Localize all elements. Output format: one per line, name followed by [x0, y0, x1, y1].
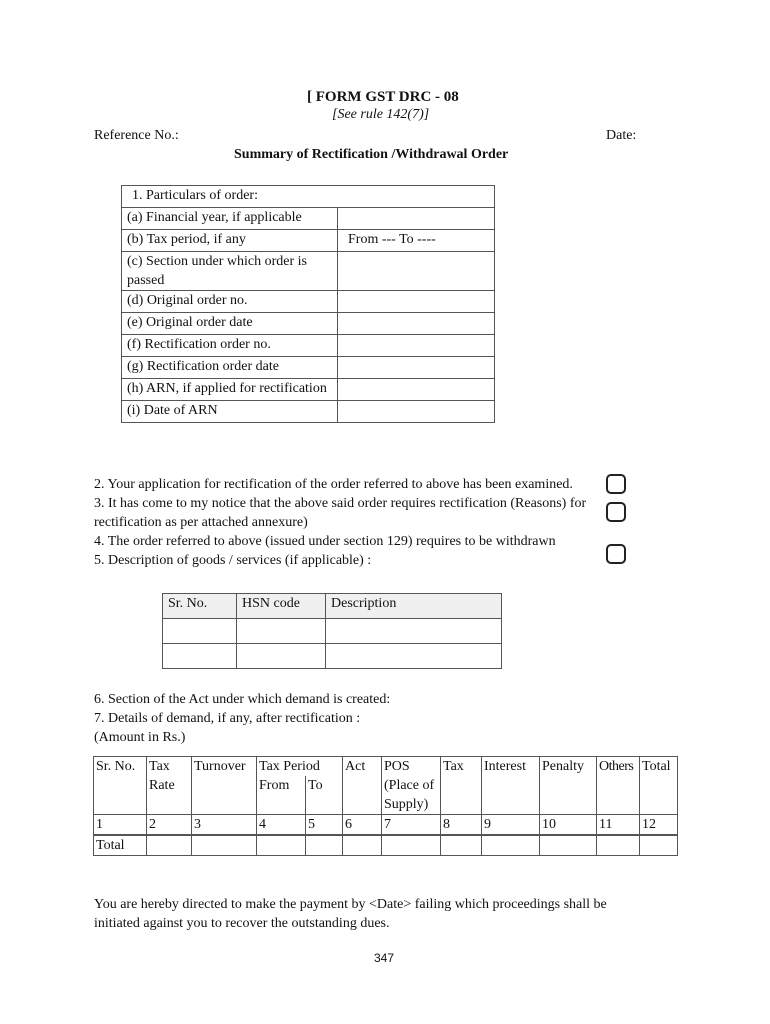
table-cell — [540, 836, 597, 856]
header-description: Description — [326, 594, 502, 619]
particular-value: From --- To ---- — [338, 230, 495, 252]
column-number: 12 — [640, 815, 678, 835]
particular-label: (f) Rectification order no. — [122, 335, 338, 357]
examined-checkbox[interactable] — [606, 474, 626, 494]
table-cell — [597, 836, 640, 856]
demand-table — [93, 756, 678, 856]
header-pos: POS (Place of Supply) — [382, 757, 441, 815]
column-number: 10 — [540, 815, 597, 835]
column-number: 3 — [192, 815, 257, 835]
table-cell — [482, 836, 540, 856]
header-turnover: Turnover — [192, 757, 257, 815]
particular-value — [338, 335, 495, 357]
column-number: 11 — [597, 815, 640, 835]
table-row — [122, 401, 495, 423]
header-hsn-code: HSN code — [237, 594, 326, 619]
particular-value — [338, 313, 495, 335]
header-penalty: Penalty — [540, 757, 597, 815]
goods-services-table — [162, 593, 502, 669]
column-number: 2 — [147, 815, 192, 835]
form-title: [ FORM GST DRC - 08 — [307, 89, 459, 105]
particular-label: (i) Date of ARN — [122, 401, 338, 423]
header-interest: Interest — [482, 757, 540, 815]
particular-label: (d) Original order no. — [122, 291, 338, 313]
column-number: 9 — [482, 815, 540, 835]
table-cell — [237, 619, 326, 644]
header-others: Others — [597, 757, 640, 815]
page-number: 347 — [374, 951, 395, 965]
statement-3-line1: 3. It has come to my notice that the above said order requires rectification (Reasons) for — [94, 496, 587, 511]
table-row — [122, 357, 495, 379]
statement-4: 4. The order referred to above (issued under section 129) requires to be withdrawn — [94, 534, 556, 549]
table-row — [163, 644, 502, 669]
table-cell — [147, 836, 192, 856]
table-row — [163, 619, 502, 644]
header-to: To — [306, 776, 343, 815]
header-tax-period: Tax Period — [257, 757, 343, 777]
table-row — [122, 208, 495, 230]
particular-label: (b) Tax period, if any — [122, 230, 338, 252]
column-number-row — [94, 815, 678, 835]
reference-label: Reference No.: — [94, 128, 179, 143]
column-number: 7 — [382, 815, 441, 835]
statement-7: 7. Details of demand, if any, after rectification : — [94, 711, 361, 726]
table-header-row — [163, 594, 502, 619]
table-cell — [441, 836, 482, 856]
payment-direction-line1: You are hereby directed to make the payment by <Date> failing which proceedings shall be — [94, 897, 607, 912]
total-row — [94, 836, 678, 856]
particular-value — [338, 357, 495, 379]
summary-title: Summary of Rectification /Withdrawal Order — [234, 147, 509, 162]
statement-5: 5. Description of goods / services (if applicable) : — [94, 553, 372, 568]
particular-value — [338, 252, 495, 291]
table-cell — [343, 836, 382, 856]
column-number: 5 — [306, 815, 343, 835]
header-total: Total — [640, 757, 678, 815]
table-cell — [640, 836, 678, 856]
table-cell — [257, 836, 306, 856]
table-row — [122, 313, 495, 335]
column-number: 8 — [441, 815, 482, 835]
column-number: 4 — [257, 815, 306, 835]
date-label: Date: — [606, 128, 637, 143]
particular-value — [338, 208, 495, 230]
particular-value — [338, 291, 495, 313]
rectification-checkbox[interactable] — [606, 502, 626, 522]
particular-label: (a) Financial year, if applicable — [122, 208, 338, 230]
column-number: 6 — [343, 815, 382, 835]
particulars-heading-row — [122, 186, 495, 208]
header-act: Act — [343, 757, 382, 815]
table-row — [122, 291, 495, 313]
table-cell — [326, 619, 502, 644]
statement-3-line2: rectification as per attached annexure) — [94, 515, 308, 530]
header-tax: Tax — [441, 757, 482, 815]
table-row — [122, 335, 495, 357]
particular-value — [338, 401, 495, 423]
table-cell — [237, 644, 326, 669]
header-tax-rate: Tax Rate — [147, 757, 192, 815]
particular-label: (e) Original order date — [122, 313, 338, 335]
particular-label: (g) Rectification order date — [122, 357, 338, 379]
table-cell — [306, 836, 343, 856]
table-cell — [163, 644, 237, 669]
table-row — [122, 379, 495, 401]
withdrawn-checkbox[interactable] — [606, 544, 626, 564]
particular-label: (c) Section under which order is passed — [122, 252, 338, 291]
table-row — [122, 252, 495, 291]
column-number: 1 — [94, 815, 147, 835]
header-sr-no: Sr. No. — [163, 594, 237, 619]
statement-2: 2. Your application for rectification of the order referred to above has been examined. — [94, 477, 573, 492]
rule-reference: [See rule 142(7)] — [332, 107, 430, 122]
table-cell — [326, 644, 502, 669]
table-row — [122, 230, 495, 252]
payment-direction-line2: initiated against you to recover the outstanding dues. — [94, 916, 390, 931]
table-cell — [382, 836, 441, 856]
total-label: Total — [94, 836, 147, 856]
particulars-table — [121, 185, 495, 423]
particular-label: (h) ARN, if applied for rectification — [122, 379, 338, 401]
statement-6: 6. Section of the Act under which demand is created: — [94, 692, 391, 707]
table-header-row — [94, 757, 678, 777]
table-cell — [163, 619, 237, 644]
particular-value — [338, 379, 495, 401]
amount-note: (Amount in Rs.) — [94, 730, 186, 745]
particulars-heading: 1. Particulars of order: — [122, 186, 495, 208]
table-cell — [192, 836, 257, 856]
header-from: From — [257, 776, 306, 815]
header-sr-no: Sr. No. — [94, 757, 147, 815]
